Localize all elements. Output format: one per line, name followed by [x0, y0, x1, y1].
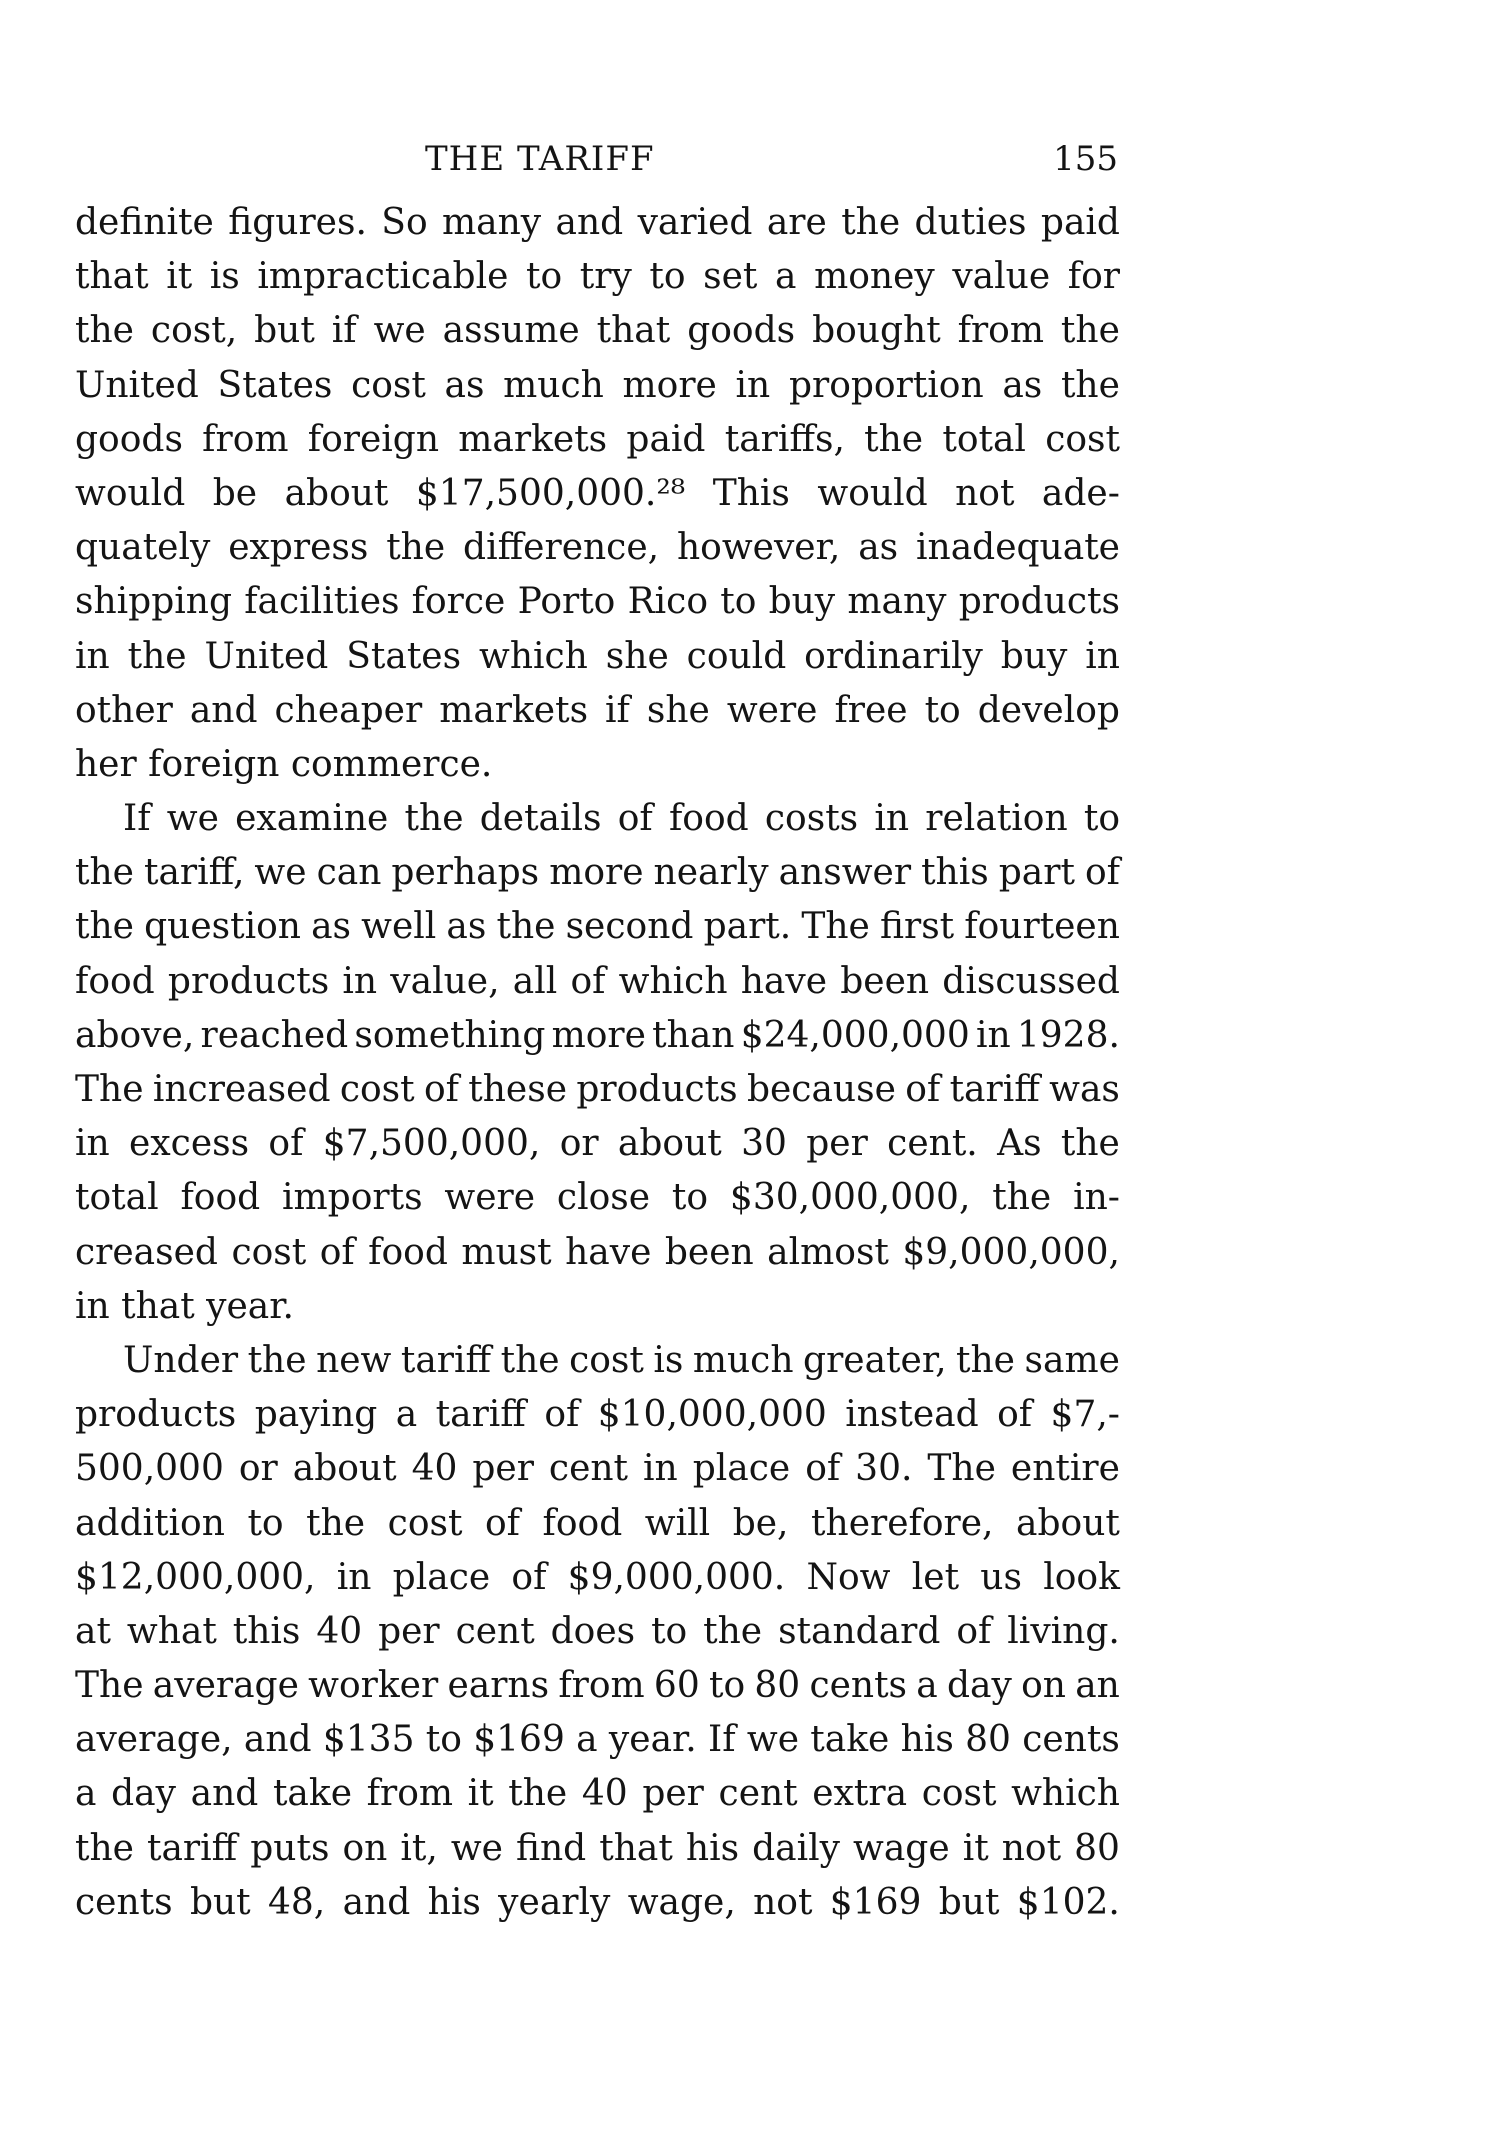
- text-line: in excess of $7,500,000, or about 30 per cent. As the: [75, 1123, 1120, 1165]
- text-line: a day and take from it the 40 per cent extra cost which: [75, 1773, 1120, 1815]
- text-line: total food imports were close to $30,000,000, the in-: [75, 1177, 1120, 1219]
- text-line: definite figures. So many and varied are the duties paid: [75, 202, 1120, 243]
- text-line: the question as well as the second part. The first fourteen: [75, 906, 1120, 948]
- text-line: products paying a tariff of $10,000,000 instead of $7,-: [75, 1394, 1120, 1436]
- text-line: in that year.: [75, 1285, 294, 1327]
- text-line: her foreign commerce.: [75, 743, 493, 785]
- text-line: at what this 40 per cent does to the standard of living.: [75, 1610, 1120, 1652]
- text-line: goods from foreign markets paid tariffs, the total cost: [75, 418, 1120, 460]
- text-line: the tariff, we can perhaps more nearly answer this part of: [75, 852, 1120, 894]
- body-text: [75, 196, 1120, 1930]
- text-line: Under the new tariff the cost is much greater, the same: [123, 1339, 1120, 1381]
- text-line: quately express the difference, however, as inadequate: [75, 527, 1120, 569]
- text-line: other and cheaper markets if she were free to develop: [75, 689, 1120, 731]
- text-line: The average worker earns from 60 to 80 cents a day on an: [75, 1665, 1120, 1707]
- text-line: in the United States which she could ordinarily buy in: [75, 635, 1120, 677]
- text-line: the cost, but if we assume that goods bought from the: [75, 310, 1120, 352]
- text-line: If we examine the details of food costs in relation to: [123, 798, 1120, 840]
- page-number: 155: [1053, 139, 1118, 179]
- text-line: shipping facilities force Porto Rico to buy many products: [75, 581, 1120, 623]
- running-head: [75, 136, 1120, 182]
- text-line: above, reached something more than $24,000,000 in 1928.: [75, 1014, 1120, 1056]
- text-line: addition to the cost of food will be, therefore, about: [75, 1502, 1120, 1544]
- text-line: that it is impracticable to try to set a money value for: [75, 256, 1120, 298]
- text-line: food products in value, all of which have been discussed: [75, 960, 1120, 1002]
- text-line: would be about $17,500,000.²⁸ This would not ade-: [75, 472, 1120, 514]
- text-line: average, and $135 to $169 a year. If we take his 80 cents: [75, 1719, 1120, 1761]
- text-line: 500,000 or about 40 per cent in place of 30. The entire: [75, 1448, 1120, 1490]
- running-title: THE TARIFF: [425, 139, 655, 179]
- text-line: the tariff puts on it, we find that his daily wage it not 80: [75, 1827, 1120, 1869]
- text-line: cents but 48, and his yearly wage, not $169 but $102.: [75, 1881, 1120, 1923]
- text-line: United States cost as much more in proportion as the: [75, 364, 1120, 406]
- text-line: creased cost of food must have been almost $9,000,000,: [75, 1231, 1120, 1273]
- text-line: The increased cost of these products because of tariff was: [75, 1069, 1120, 1110]
- text-line: $12,000,000, in place of $9,000,000. Now let us look: [75, 1556, 1120, 1598]
